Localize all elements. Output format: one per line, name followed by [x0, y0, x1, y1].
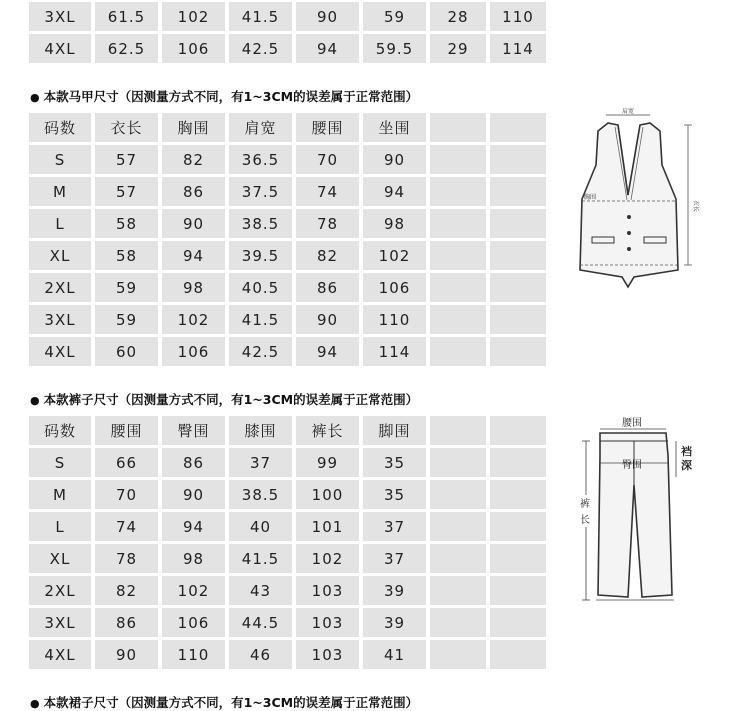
table-cell: L: [29, 209, 91, 238]
table-cell: 78: [296, 209, 359, 238]
table-cell: 110: [162, 640, 225, 669]
table-header-cell: 衣长: [95, 113, 158, 142]
bullet-icon: ●: [30, 697, 40, 710]
table-cell: 102: [363, 241, 426, 270]
table-row: [29, 576, 546, 605]
table-cell: 103: [296, 608, 359, 637]
table-row: [29, 145, 546, 174]
table-cell: [430, 608, 486, 637]
table-cell: 39: [363, 576, 426, 605]
table-cell: 37: [363, 544, 426, 573]
table-cell: 59: [95, 305, 158, 334]
table-cell: [490, 512, 546, 541]
table-row: [29, 480, 546, 509]
table-cell: 4XL: [29, 640, 91, 669]
table-cell: 40: [229, 512, 292, 541]
table-cell: 58: [95, 241, 158, 270]
table-cell: [490, 544, 546, 573]
table-cell: 106: [162, 337, 225, 366]
table-row: [29, 640, 546, 669]
vest-diagram: [570, 105, 705, 290]
table-cell: 3XL: [29, 2, 91, 31]
table-cell: 2XL: [29, 576, 91, 605]
table-cell: 28: [430, 2, 486, 31]
table-cell: 4XL: [29, 34, 91, 63]
table-cell: 37: [229, 448, 292, 477]
table-cell: [490, 608, 546, 637]
table-header-cell: [490, 113, 546, 142]
table-cell: [430, 305, 486, 334]
table-header-cell: 膝围: [229, 416, 292, 445]
table-cell: 98: [162, 273, 225, 302]
table-cell: 59.5: [363, 34, 426, 63]
table-cell: 94: [363, 177, 426, 206]
table-cell: [430, 480, 486, 509]
table-cell: 90: [296, 2, 359, 31]
table-cell: 66: [95, 448, 158, 477]
table-cell: 94: [296, 34, 359, 63]
table-cell: 37: [363, 512, 426, 541]
table-cell: 102: [162, 305, 225, 334]
table-cell: 38.5: [229, 480, 292, 509]
skirt-section-title: [30, 693, 418, 711]
table-cell: 74: [95, 512, 158, 541]
table-cell: 35: [363, 480, 426, 509]
table-header-cell: 肩宽: [229, 113, 292, 142]
rise-label-2: 深: [681, 459, 692, 472]
table-cell: 94: [162, 241, 225, 270]
table-cell: 29: [430, 34, 486, 63]
table-row: [29, 177, 546, 206]
table-cell: 62.5: [95, 34, 158, 63]
chest-label: 胸围: [584, 194, 597, 201]
table-cell: 86: [162, 177, 225, 206]
table-cell: 99: [296, 448, 359, 477]
table-cell: 58: [95, 209, 158, 238]
bullet-icon: ●: [30, 91, 40, 104]
table-cell: [430, 241, 486, 270]
table-cell: [430, 512, 486, 541]
table-header-cell: 坐围: [363, 113, 426, 142]
table-row: [29, 544, 546, 573]
table-cell: 106: [363, 273, 426, 302]
table-cell: [490, 209, 546, 238]
table-row: [29, 273, 546, 302]
table-cell: [490, 145, 546, 174]
table-cell: 90: [162, 480, 225, 509]
table-cell: 3XL: [29, 305, 91, 334]
length-label: 衣长: [692, 200, 699, 213]
table-header-cell: 臀围: [162, 416, 225, 445]
table-cell: [430, 145, 486, 174]
table-cell: 74: [296, 177, 359, 206]
vest-size-table: [25, 110, 550, 369]
table-row: [29, 209, 546, 238]
table-cell: 57: [95, 145, 158, 174]
table-row: [29, 448, 546, 477]
table-header-cell: [490, 416, 546, 445]
table-cell: [490, 177, 546, 206]
table-row: [29, 512, 546, 541]
table-cell: 82: [95, 576, 158, 605]
table-cell: 44.5: [229, 608, 292, 637]
table-cell: [430, 209, 486, 238]
table-cell: 86: [95, 608, 158, 637]
table-cell: [430, 448, 486, 477]
table-cell: 90: [95, 640, 158, 669]
skirt-title-text: 本款裙子尺寸（因测量方式不同，有1~3CM的误差属于正常范围）: [43, 695, 419, 710]
table-cell: 70: [95, 480, 158, 509]
table-header-cell: [430, 113, 486, 142]
table-cell: 4XL: [29, 337, 91, 366]
waist-label: 腰围: [622, 418, 642, 429]
table-cell: 41.5: [229, 2, 292, 31]
table-cell: S: [29, 145, 91, 174]
table-header-cell: 胸围: [162, 113, 225, 142]
table-cell: 40.5: [229, 273, 292, 302]
table-cell: 46: [229, 640, 292, 669]
table-header-cell: 码数: [29, 416, 91, 445]
table-cell: 90: [363, 145, 426, 174]
table-row: [29, 305, 546, 334]
table-cell: [490, 273, 546, 302]
table-cell: M: [29, 177, 91, 206]
table-cell: [490, 576, 546, 605]
table-cell: 39: [363, 608, 426, 637]
table-cell: [430, 576, 486, 605]
table-cell: 100: [296, 480, 359, 509]
table-cell: S: [29, 448, 91, 477]
vest-section-title: [30, 87, 418, 105]
table-cell: 59: [95, 273, 158, 302]
table-cell: 39.5: [229, 241, 292, 270]
table-cell: 60: [95, 337, 158, 366]
bullet-icon: ●: [30, 394, 40, 407]
table-cell: 106: [162, 608, 225, 637]
table-cell: 102: [162, 576, 225, 605]
table-cell: 90: [296, 305, 359, 334]
table-row: [29, 241, 546, 270]
length-label-1: 裤: [580, 499, 590, 510]
table-cell: [490, 337, 546, 366]
table-cell: 90: [162, 209, 225, 238]
table-row: [29, 2, 546, 31]
table-header-cell: 码数: [29, 113, 91, 142]
table-cell: 82: [296, 241, 359, 270]
table-cell: 98: [363, 209, 426, 238]
table-row: [29, 337, 546, 366]
table-row: [29, 34, 546, 63]
table-cell: 38.5: [229, 209, 292, 238]
table-cell: 114: [490, 34, 546, 63]
table-cell: L: [29, 512, 91, 541]
table-cell: 102: [162, 2, 225, 31]
top-size-table: [25, 0, 550, 66]
table-cell: 110: [363, 305, 426, 334]
table-cell: 101: [296, 512, 359, 541]
table-cell: 103: [296, 576, 359, 605]
table-cell: 3XL: [29, 608, 91, 637]
table-header-cell: 腰围: [296, 113, 359, 142]
table-cell: [430, 177, 486, 206]
table-cell: 42.5: [229, 337, 292, 366]
table-cell: 2XL: [29, 273, 91, 302]
table-cell: 41.5: [229, 305, 292, 334]
table-header-cell: 裤长: [296, 416, 359, 445]
table-cell: 94: [162, 512, 225, 541]
table-cell: 110: [490, 2, 546, 31]
table-cell: 103: [296, 640, 359, 669]
table-cell: 86: [162, 448, 225, 477]
table-cell: [490, 640, 546, 669]
pants-size-table: [25, 413, 550, 672]
table-cell: 41: [363, 640, 426, 669]
table-cell: 42.5: [229, 34, 292, 63]
table-cell: M: [29, 480, 91, 509]
table-cell: 57: [95, 177, 158, 206]
table-cell: [490, 241, 546, 270]
table-header-row: [29, 416, 546, 445]
table-cell: 106: [162, 34, 225, 63]
pants-diagram: [570, 415, 730, 610]
table-cell: 43: [229, 576, 292, 605]
table-cell: 114: [363, 337, 426, 366]
table-cell: XL: [29, 241, 91, 270]
table-header-cell: 腰围: [95, 416, 158, 445]
table-cell: 35: [363, 448, 426, 477]
table-cell: [490, 448, 546, 477]
table-cell: XL: [29, 544, 91, 573]
table-cell: 70: [296, 145, 359, 174]
table-cell: [430, 544, 486, 573]
table-cell: 37.5: [229, 177, 292, 206]
table-cell: [430, 337, 486, 366]
table-cell: [490, 305, 546, 334]
table-cell: 41.5: [229, 544, 292, 573]
table-cell: 86: [296, 273, 359, 302]
table-cell: [430, 273, 486, 302]
table-row: [29, 608, 546, 637]
table-cell: 102: [296, 544, 359, 573]
table-cell: 61.5: [95, 2, 158, 31]
hip-label: 臀围: [622, 460, 642, 471]
pants-section-title: [30, 390, 418, 408]
table-cell: 98: [162, 544, 225, 573]
table-cell: [430, 640, 486, 669]
table-header-cell: [430, 416, 486, 445]
length-label-2: 长: [580, 515, 590, 526]
pants-title-text: 本款裤子尺寸（因测量方式不同，有1~3CM的误差属于正常范围）: [43, 392, 419, 407]
table-cell: 36.5: [229, 145, 292, 174]
table-header-cell: 脚围: [363, 416, 426, 445]
rise-label-1: 裆: [681, 445, 692, 458]
table-cell: 94: [296, 337, 359, 366]
shoulder-label: 肩宽: [621, 108, 635, 115]
vest-title-text: 本款马甲尺寸（因测量方式不同，有1~3CM的误差属于正常范围）: [43, 89, 419, 104]
table-header-row: [29, 113, 546, 142]
table-cell: 78: [95, 544, 158, 573]
table-cell: 82: [162, 145, 225, 174]
table-cell: 59: [363, 2, 426, 31]
table-cell: [490, 480, 546, 509]
